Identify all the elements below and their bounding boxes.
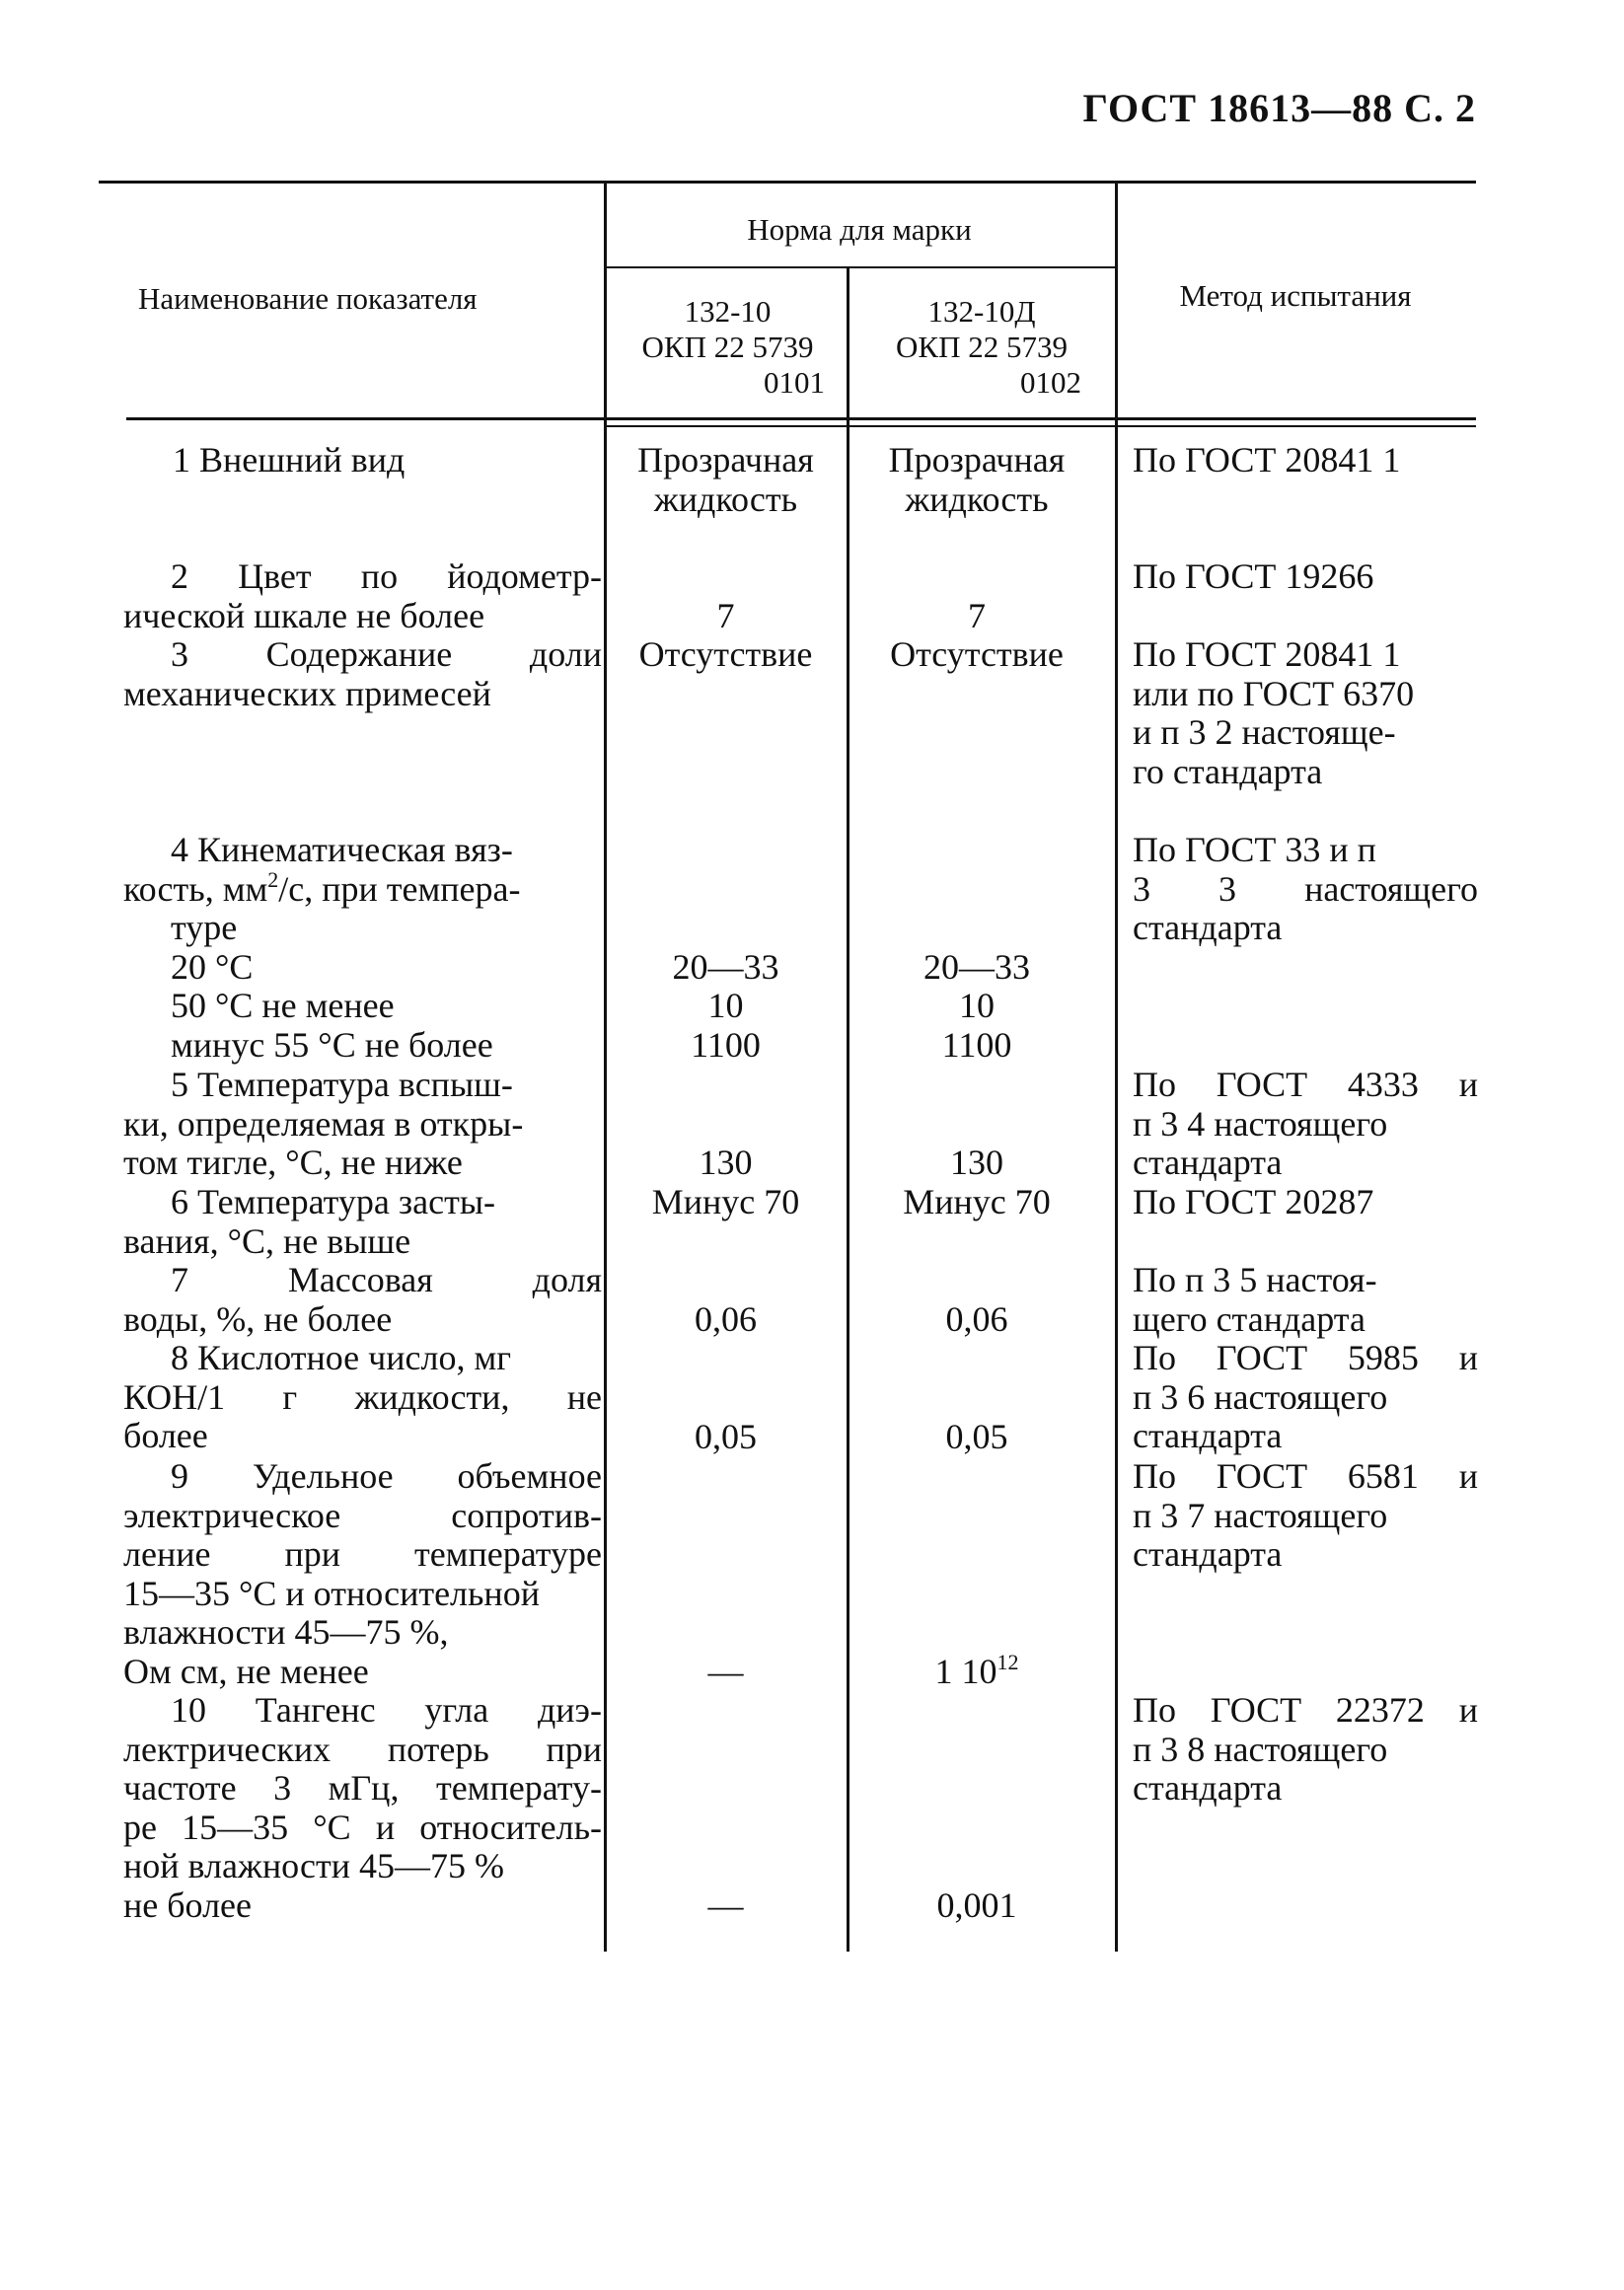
column-divider-1 [604, 183, 607, 1952]
header-grade-2 [858, 294, 1105, 401]
row-1-grade-2: Прозрачная жидкость [888, 440, 1066, 519]
row-3-name: 3 Содержание доли механических примесей [123, 634, 602, 713]
row-10-name: 10 Тангенс угла диэ- лектрических потерь при частоте 3 мГц, температу- ре 15—35 °С и относитель- ной влажности 45—75 % не более [123, 1690, 602, 1925]
row-6-method: По ГОСТ 20287 [1133, 1182, 1374, 1221]
row-3-grade-1: Отсутствие [638, 634, 813, 674]
row-4-subrow-3-label: минус 55 °С не более [171, 1025, 493, 1065]
column-divider-2 [847, 267, 849, 1952]
row-6-name: 6 Температура засты- вания, °С, не выше [123, 1182, 495, 1261]
row-3-grade-2: Отсутствие [890, 634, 1064, 674]
row-8-grade-2: 0,05 [945, 1417, 1008, 1456]
row-5-grade-1: 130 [699, 1143, 753, 1182]
row-1-grade-1: Прозрачная жидкость [637, 440, 814, 519]
row-2-name: 2 Цвет по йодометр- ической шкале не более [123, 556, 602, 635]
row-2-grade-2: 7 [968, 596, 986, 635]
row-4-subrow-3-grade-2: 1100 [941, 1025, 1012, 1065]
row-9-grade-1: — [707, 1652, 744, 1691]
row-10-grade-2: 0,001 [936, 1885, 1017, 1925]
row-4-subrow-2-grade-1: 10 [707, 986, 744, 1025]
row-7-grade-1: 0,06 [695, 1299, 757, 1339]
grade-2-okp: ОКП 22 5739 [896, 330, 1068, 364]
row-1-method: По ГОСТ 20841 1 [1133, 440, 1401, 480]
row-7-method: По п 3 5 настоя- щего стандарта [1133, 1260, 1377, 1339]
row-8-name: 8 Кислотное число, мг КОН/1 г жидкости, не более [123, 1338, 602, 1455]
row-4-subrow-1-label: 20 °С [171, 947, 254, 987]
header-norm-group: Норма для марки [747, 212, 972, 247]
row-9-name: 9 Удельное объемное электрическое сопротив- ление при температуре 15—35 °С и относительной влажности 45—75 %, Ом см, не менее [123, 1456, 602, 1691]
row-9-method: По ГОСТ 6581 и п 3 7 настоящего стандарта [1133, 1456, 1478, 1574]
grade-1-code: 132-10 [684, 294, 772, 329]
row-4-subrow-2-grade-2: 10 [959, 986, 995, 1025]
row-4-method: По ГОСТ 33 и п 3 3 настоящего стандарта [1133, 830, 1478, 947]
row-3-method: По ГОСТ 20841 1 или по ГОСТ 6370 и п 3 2 настояще- го стандарта [1133, 634, 1415, 791]
row-4-subrow-1-grade-1: 20—33 [672, 947, 779, 987]
row-5-name: 5 Температура вспыш- ки, определяемая в откры- том тигле, °С, не ниже [123, 1065, 524, 1182]
row-5-method: По ГОСТ 4333 и п 3 4 настоящего стандарта [1133, 1065, 1478, 1182]
row-6-grade-1: Минус 70 [651, 1182, 800, 1221]
header-indicator: Наименование показателя [138, 281, 478, 316]
header-grade-1 [617, 294, 839, 401]
page-title: ГОСТ 18613—88 С. 2 [1082, 86, 1476, 130]
row-7-grade-2: 0,06 [945, 1299, 1008, 1339]
header-method: Метод испытания [1179, 278, 1412, 313]
norm-group-rule [604, 266, 1115, 268]
row-4-subrow-2-label: 50 °С не менее [171, 986, 395, 1025]
grade-1-okp: ОКП 22 5739 [641, 330, 814, 364]
row-6-grade-2: Минус 70 [903, 1182, 1051, 1221]
row-7-name: 7 Массовая доля воды, %, не более [123, 1260, 602, 1339]
row-10-method: По ГОСТ 22372 и п 3 8 настоящего стандарта [1133, 1690, 1478, 1808]
row-5-grade-2: 130 [950, 1143, 1003, 1182]
row-2-method: По ГОСТ 19266 [1133, 556, 1374, 596]
row-2-grade-1: 7 [716, 596, 735, 635]
row-8-grade-1: 0,05 [695, 1417, 757, 1456]
header-bottom-rule-2 [604, 425, 1476, 427]
grade-1-okp-suffix: 0101 [764, 365, 825, 400]
header-bottom-rule [126, 417, 1476, 420]
row-4-name: 4 Кинематическая вяз- кость, $мм^2/с$, при темпера- туре [123, 830, 521, 947]
grade-2-code: 132-10Д [927, 294, 1036, 329]
row-10-grade-1: — [707, 1885, 744, 1925]
column-divider-3 [1115, 183, 1118, 1952]
row-4-subrow-3-grade-1: 1100 [691, 1025, 761, 1065]
row-9-grade-2: 1 $10^{12}$ [934, 1650, 1019, 1691]
table-top-rule [99, 181, 1476, 184]
row-4-subrow-1-grade-2: 20—33 [923, 947, 1030, 987]
row-1-name: 1 Внешний вид [173, 440, 406, 480]
grade-2-okp-suffix: 0102 [1020, 365, 1081, 400]
row-8-method: По ГОСТ 5985 и п 3 6 настоящего стандарта [1133, 1338, 1478, 1455]
